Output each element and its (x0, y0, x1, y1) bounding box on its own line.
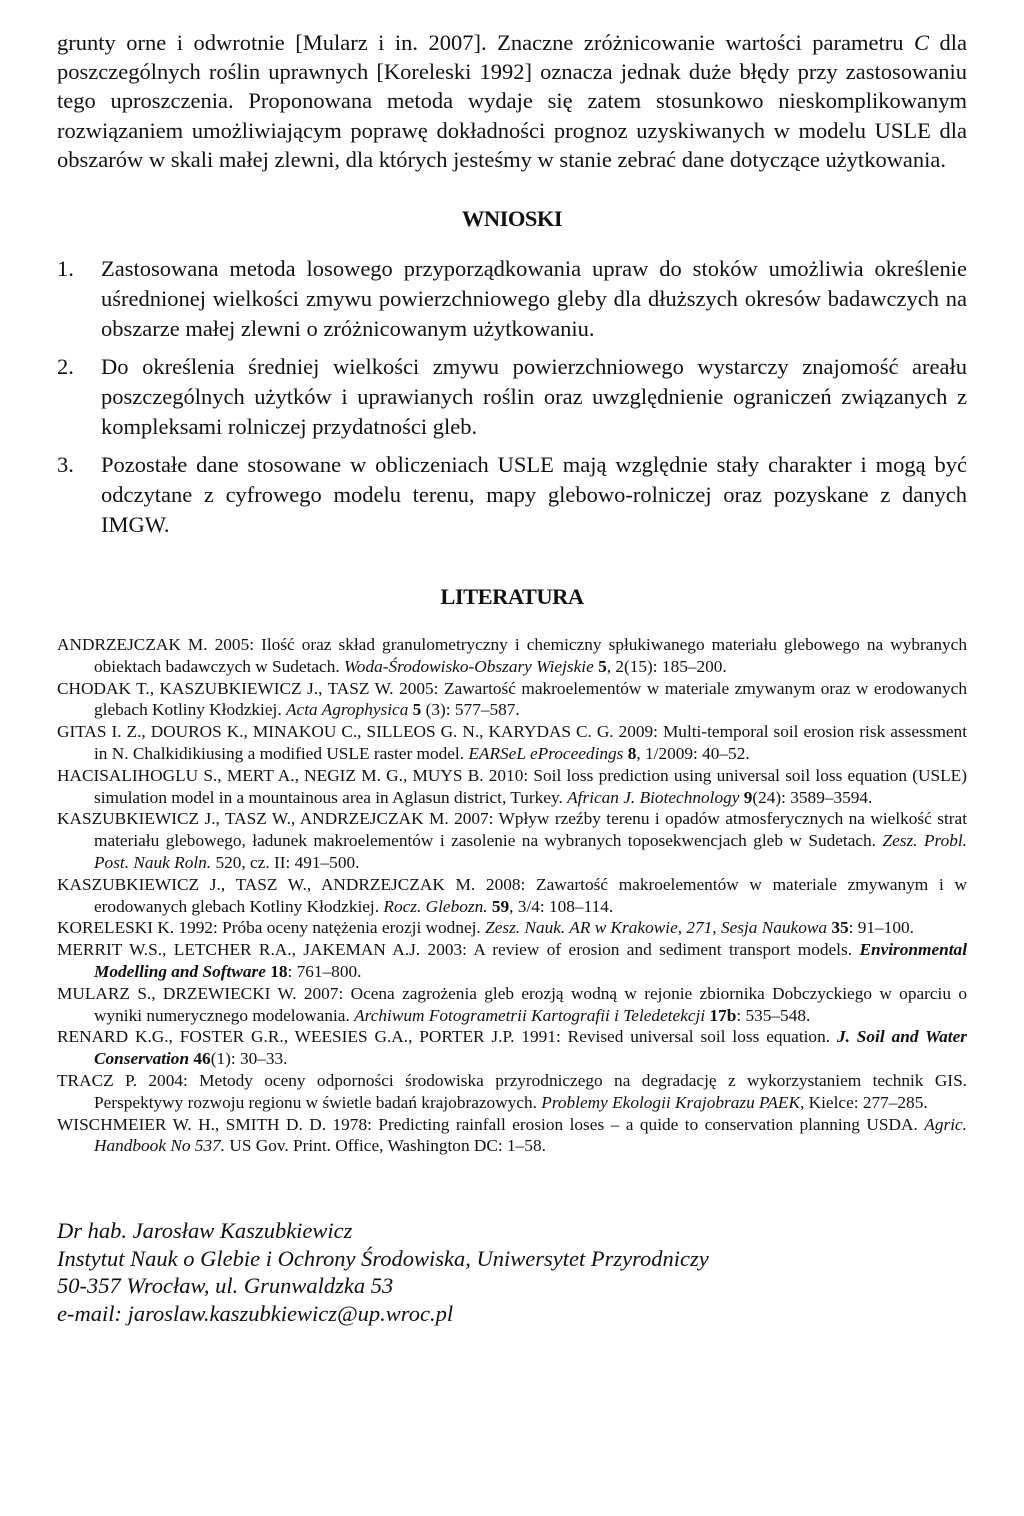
conclusion-item (57, 254, 967, 344)
author-institute: Instytut Nauk o Glebie i Ochrony Środowiska, Uniwersytet Przyrodniczy (57, 1245, 709, 1271)
reference-item (57, 1114, 967, 1158)
reference-volume: 35 (827, 918, 849, 938)
reference-pages: , Kielce: 277–285. (800, 1092, 928, 1112)
reference-pages: , 3/4: 108–114. (509, 896, 614, 916)
reference-journal: Rocz. Glebozn. (383, 896, 488, 916)
reference-pages: : 761–800. (287, 961, 362, 981)
reference-journal: Environmental Modelling and Software (94, 940, 967, 981)
conclusion-number: 2. (57, 354, 74, 380)
reference-authors: KASZUBKIEWICZ J., TASZ W., ANDRZEJCZAK M. 2007: Wpływ rzeźby terenu i opadów atmosferycznych na wielkość strat materiału glebowego, ładunek makroelementów i zasolenie na wybranych toposekwencjach gleb w Sudetach. (57, 809, 967, 851)
reference-journal: J. Soil and Water Conservation (94, 1027, 967, 1069)
reference-list (57, 634, 967, 1157)
reference-pages: US Gov. Print. Office, Washington DC: 1–58. (225, 1136, 546, 1156)
parameter-c-symbol: C (913, 30, 929, 55)
reference-journal: Problemy Ekologii Krajobrazu PAEK (541, 1092, 800, 1112)
reference-pages: (24): 3589–3594. (752, 787, 873, 807)
reference-journal: African J. Biotechnology (567, 787, 740, 807)
author-block (57, 1217, 967, 1327)
conclusions-list (57, 254, 967, 540)
reference-item (57, 634, 967, 678)
reference-volume: 9 (739, 787, 753, 807)
conclusion-item (57, 450, 967, 540)
reference-item (57, 765, 967, 809)
reference-volume: 59 (487, 896, 510, 916)
reference-item (57, 678, 967, 722)
reference-authors: CHODAK T., KASZUBKIEWICZ J., TASZ W. 2005: Zawartość makroelementów w materiale zmywanym oraz w erodowanych glebach Kotliny Kłodzkiej. (57, 678, 967, 720)
reference-item (57, 917, 967, 939)
reference-authors: MERRIT W.S., LETCHER R.A., JAKEMAN A.J. 2003: A review of erosion and sediment transport models. (57, 940, 860, 960)
conclusion-number: 3. (57, 452, 74, 478)
conclusion-text: Zastosowana metoda losowego przyporządkowania upraw do stoków umożliwia określenie uśrednionej wielkości zmywu powierzchniowego gleby dla dłuższych okresów badawczych na obszarze małej zlewni o zróżnicowanym użytkowaniu. (101, 256, 967, 342)
page-content (57, 28, 967, 1327)
reference-pages: (3): 577–587. (421, 700, 520, 720)
reference-pages: : 535–548. (736, 1005, 811, 1025)
intro-text-2: dla poszczególnych roślin uprawnych [Koreleski 1992] oznacza jednak duże błędy przy zastosowaniu tego uproszczenia. Proponowana metoda wydaje się zatem stosunkowo nieskomplikowanym rozwiązaniem umożliwiającym poprawę dokładności prognoz uzyskiwanych w modelu USLE dla obszarów w skali małej zlewni, dla których jesteśmy w stanie zebrać dane dotyczące użytkowania. (57, 30, 967, 172)
reference-volume: 5 (408, 700, 422, 720)
author-email: e-mail: jaroslaw.kaszubkiewicz@up.wroc.pl (57, 1300, 454, 1326)
reference-authors: ANDRZEJCZAK M. 2005: Ilość oraz skład granulometryczny i chemiczny spłukiwanego materiału glebowego na wybranych obiektach badawczych w Sudetach. (57, 635, 967, 676)
reference-journal: Zesz. Probl. Post. Nauk Roln. (94, 831, 967, 872)
reference-volume: 17b (705, 1005, 737, 1025)
reference-journal: Archiwum Fotogrametrii Kartografii i Teledetekcji (354, 1005, 706, 1025)
reference-pages: : 91–100. (848, 918, 914, 938)
reference-item (57, 721, 967, 765)
reference-journal: Zesz. Nauk. AR w Krakowie, 271, Sesja Naukowa (485, 918, 828, 938)
reference-pages: (1): 30–33. (210, 1049, 288, 1069)
reference-pages: , 1/2009: 40–52. (636, 744, 750, 763)
conclusion-text: Do określenia średniej wielkości zmywu powierzchniowego wystarczy znajomość areału poszczególnych użytków i uprawianych roślin oraz uwzględnienie ograniczeń związanych z kompleksami rolniczej przydatności gleb. (101, 354, 967, 440)
conclusion-number: 1. (57, 256, 74, 282)
intro-text-1: grunty orne i odwrotnie [Mularz i in. 2007]. Znaczne zróżnicowanie wartości parametru (57, 30, 914, 55)
reference-authors: RENARD K.G., FOSTER G.R., WEESIES G.A., PORTER J.P. 1991: Revised universal soil loss equation. (57, 1027, 837, 1047)
reference-authors: TRACZ P. 2004: Metody oceny odporności środowiska przyrodniczego na degradację z wykorzystaniem technik GIS. Perspektywy rozwoju regionu w świetle badań krajobrazowych. (57, 1070, 967, 1112)
reference-journal: Woda-Środowisko-Obszary Wiejskie (344, 656, 594, 676)
reference-authors: GITAS I. Z., DOUROS K., MINAKOU C., SILLEOS G. N., KARYDAS C. G. 2009: Multi-temporal soil erosion risk assessment in N. Chalkidikiusing a modified USLE raster model. (57, 722, 967, 763)
reference-authors: HACISALIHOGLU S., MERT A., NEGIZ M. G., MUYS B. 2010: Soil loss prediction using universal soil loss equation (USLE) simulation model in a mountainous area in Aglasun district, Turkey. (57, 765, 967, 807)
conclusions-title: WNIOSKI (461, 206, 563, 232)
reference-volume: 5 (593, 656, 607, 676)
reference-authors: MULARZ S., DRZEWIECKI W. 2007: Ocena zagrożenia gleb erozją wodną w rejonie zbiornika Dobczyckiego w oparciu o wyniki numerycznego modelowania. (57, 983, 967, 1025)
reference-volume: 18 (265, 961, 288, 981)
conclusion-text: Pozostałe dane stosowane w obliczeniach USLE mają względnie stały charakter i mogą być odczytane z cyfrowego modelu terenu, mapy glebowo-rolniczej oraz pozyskane z danych IMGW. (101, 452, 967, 538)
author-name: Dr hab. Jarosław Kaszubkiewicz (57, 1218, 353, 1244)
reference-journal: EARSeL eProceedings (468, 744, 624, 763)
reference-journal: Agric. Handbook No 537. (94, 1114, 967, 1156)
author-address: 50-357 Wrocław, ul. Grunwaldzka 53 (57, 1273, 394, 1299)
reference-item (57, 939, 967, 983)
reference-volume: 46 (189, 1049, 211, 1069)
reference-item (57, 983, 967, 1027)
conclusion-item (57, 352, 967, 442)
reference-item (57, 874, 967, 918)
reference-authors: KORELESKI K. 1992: Próba oceny natężenia erozji wodnej. (57, 918, 486, 938)
reference-pages: , 2(15): 185–200. (606, 656, 727, 676)
reference-authors: KASZUBKIEWICZ J., TASZ W., ANDRZEJCZAK M. 2008: Zawartość makroelementów w materiale zmywanym i w erodowanych glebach Kotliny Kłodzkiej. (57, 874, 967, 916)
reference-item (57, 1026, 967, 1070)
reference-volume: 8 (623, 744, 637, 763)
reference-authors: WISCHMEIER W. H., SMITH D. D. 1978: Predicting rainfall erosion loses – a quide to conservation planning USDA. (57, 1114, 925, 1134)
literature-title: LITERATURA (440, 584, 584, 610)
intro-paragraph (57, 28, 967, 174)
reference-item (57, 1070, 967, 1114)
reference-item (57, 808, 967, 873)
reference-pages: 520, cz. II: 491–500. (211, 852, 360, 872)
reference-journal: Acta Agrophysica (285, 700, 409, 720)
